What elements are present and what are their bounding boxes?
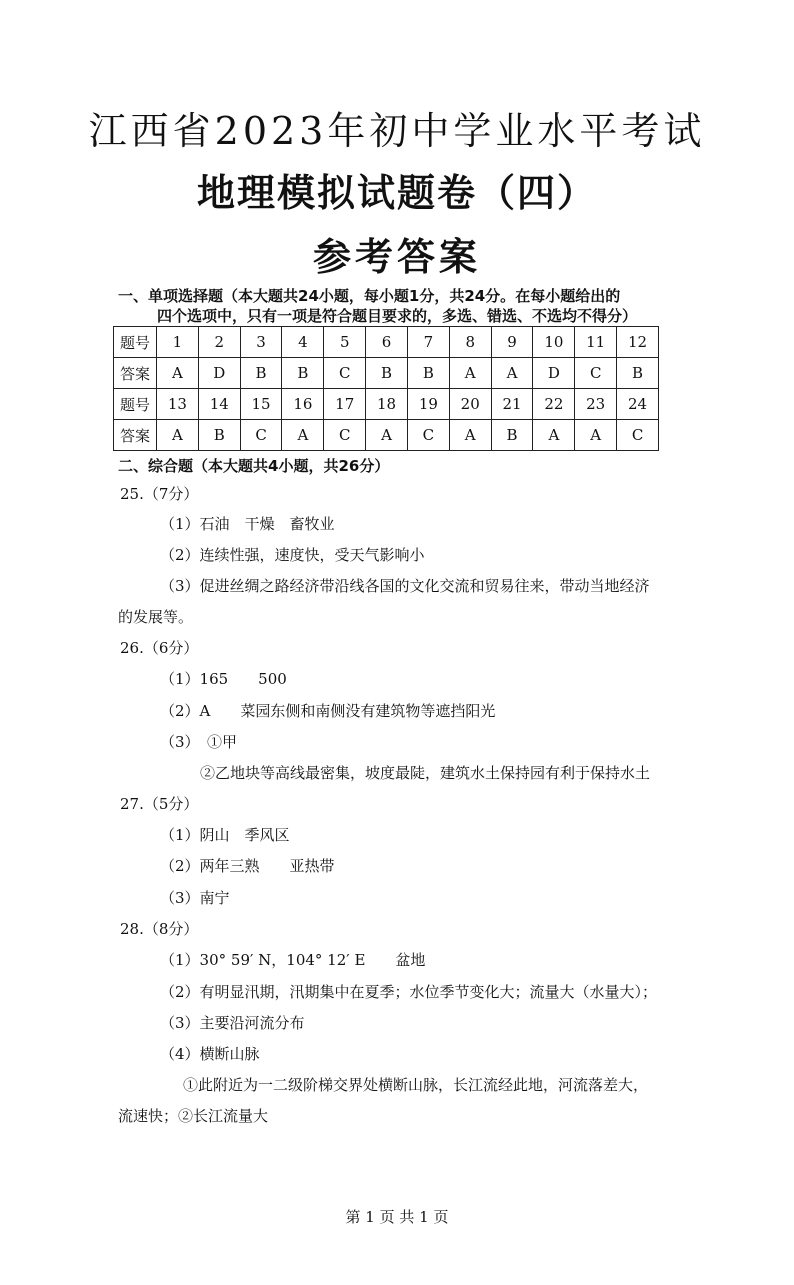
q28-answer-2: （2）有明显汛期，汛期集中在夏季；水位季节变化大；流量大（水量大）；	[160, 983, 658, 1001]
q28-answer-4-detail-cont: 流速快；②长江流量大	[118, 1107, 269, 1125]
answer-table-cell: C	[240, 420, 282, 451]
answer-table-cell: 7	[407, 327, 449, 358]
q28-heading: 28.（8分）	[120, 920, 199, 938]
section1-instruction-line2: 四个选项中，只有一项是符合题目要求的，多选、错选、不选均不得分）	[156, 307, 637, 325]
answer-table-cell: 8	[449, 327, 491, 358]
q27-answer-2: （2）两年三熟 亚热带	[160, 857, 335, 875]
exam-title: 江西省2023年初中学业水平考试	[88, 109, 706, 153]
section1-instruction-line1: 一、单项选择题（本大题共24小题，每小题1分，共24分。在每小题给出的	[118, 287, 621, 305]
answer-table-cell: B	[491, 420, 533, 451]
answer-table-cell: 22	[533, 389, 575, 420]
answer-table-cell: 19	[407, 389, 449, 420]
answer-table-row-label: 题号	[114, 389, 157, 420]
q28-answer-3: （3）主要沿河流分布	[160, 1014, 305, 1032]
answer-table-cell: 14	[198, 389, 240, 420]
q28-answer-4: （4）横断山脉	[160, 1045, 260, 1063]
q25-answer-3-cont: 的发展等。	[118, 608, 194, 626]
answer-table-cell: 4	[282, 327, 324, 358]
paper-subtitle: 地理模拟试题卷（四）	[196, 171, 597, 215]
q25-answer-1: （1）石油 干燥 畜牧业	[160, 515, 335, 533]
answer-table-cell: B	[282, 358, 324, 389]
answer-table-cell: 5	[324, 327, 366, 358]
answer-table-row-label: 题号	[114, 327, 157, 358]
answer-table-cell: 2	[198, 327, 240, 358]
answer-table-cell: A	[366, 420, 408, 451]
answer-table-row	[114, 389, 659, 420]
answer-table-cell: 23	[575, 389, 617, 420]
answer-table-cell: 13	[157, 389, 199, 420]
answer-table-cell: 18	[366, 389, 408, 420]
answer-table-cell: C	[324, 420, 366, 451]
answer-table-row	[114, 358, 659, 389]
page-footer: 第 1 页 共 1 页	[345, 1208, 449, 1226]
answer-table-cell: 10	[533, 327, 575, 358]
answer-table-cell: A	[449, 420, 491, 451]
answer-table-cell: A	[533, 420, 575, 451]
answer-table-cell: A	[282, 420, 324, 451]
answer-table-cell: 16	[282, 389, 324, 420]
q27-heading: 27.（5分）	[120, 795, 199, 813]
answer-table-cell: 20	[449, 389, 491, 420]
answer-table-cell: 6	[366, 327, 408, 358]
answer-table-cell: 15	[240, 389, 282, 420]
answer-table-cell: 24	[617, 389, 659, 420]
answer-table-cell: 11	[575, 327, 617, 358]
answer-table-cell: B	[407, 358, 449, 389]
answer-table-cell: 17	[324, 389, 366, 420]
answer-table-cell: 3	[240, 327, 282, 358]
answer-table-cell: B	[240, 358, 282, 389]
q28-answer-4-detail: ①此附近为一二级阶梯交界处横断山脉，长江流经此地，河流落差大，	[183, 1076, 649, 1094]
q26-answer-1: （1）165 500	[160, 670, 287, 688]
answer-table-row-label: 答案	[114, 358, 157, 389]
answer-table-cell: B	[617, 358, 659, 389]
answer-table-cell: D	[198, 358, 240, 389]
answer-table-cell: A	[157, 358, 199, 389]
answer-table-row	[114, 420, 659, 451]
answer-table-cell: B	[198, 420, 240, 451]
section2-heading: 二、综合题（本大题共4小题，共26分）	[118, 457, 390, 475]
answer-table-cell: 1	[157, 327, 199, 358]
answer-table-cell: C	[324, 358, 366, 389]
answer-table	[113, 326, 659, 451]
q25-answer-3: （3）促进丝绸之路经济带沿线各国的文化交流和贸易往来，带动当地经济	[160, 577, 650, 595]
answer-table-cell: A	[575, 420, 617, 451]
answer-table-cell: 21	[491, 389, 533, 420]
answer-table-cell: 9	[491, 327, 533, 358]
q25-heading: 25.（7分）	[120, 485, 199, 503]
answer-table-row	[114, 327, 659, 358]
answer-table-cell: C	[617, 420, 659, 451]
answer-key-heading: 参考答案	[312, 234, 481, 279]
answer-table-cell: 12	[617, 327, 659, 358]
q28-answer-1: （1）30° 59′ N，104° 12′ E 盆地	[160, 951, 426, 969]
answer-table-cell: D	[533, 358, 575, 389]
answer-table-row-label: 答案	[114, 420, 157, 451]
answer-table-cell: B	[366, 358, 408, 389]
answer-table-cell: C	[407, 420, 449, 451]
q26-answer-2: （2）A 菜园东侧和南侧没有建筑物等遮挡阳光	[160, 702, 496, 720]
q26-heading: 26.（6分）	[120, 639, 199, 657]
q26-answer-3-sub: ②乙地块等高线最密集，坡度最陡，建筑水土保持园有利于保持水土	[200, 764, 651, 782]
q27-answer-1: （1）阴山 季风区	[160, 826, 290, 844]
answer-table-cell: A	[157, 420, 199, 451]
q25-answer-2: （2）连续性强，速度快，受天气影响小	[160, 546, 425, 564]
answer-table-cell: A	[449, 358, 491, 389]
q27-answer-3: （3）南宁	[160, 889, 230, 907]
answer-table-cell: C	[575, 358, 617, 389]
answer-table-cell: A	[491, 358, 533, 389]
q26-answer-3: （3） ①甲	[160, 733, 238, 751]
